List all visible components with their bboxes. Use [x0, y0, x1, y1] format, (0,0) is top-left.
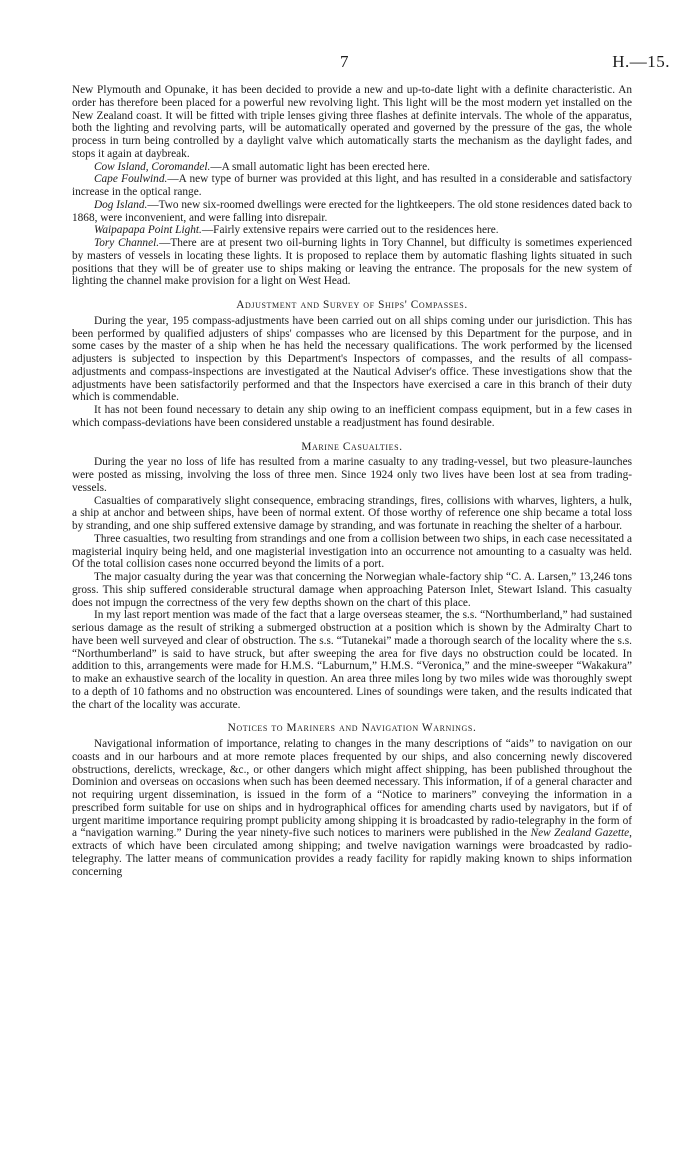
gazette-title: New Zealand Gazette: [530, 827, 630, 840]
cow-island-paragraph: [72, 161, 632, 174]
page-header: [0, 52, 700, 76]
notices-text-a: Navigational information of importance, relating to changes in the many descriptions of “aids” to navigation on our coasts and in our harbours and at more remote places frequented by our ships, and also concerning newly discovered obstructions, derelicts, wreckage, &c., or other dangers which might affect shipping, has been published throughout the Dominion and overseas on occasions when such has been deemed necessary. This information, if of a general character and not requiring urgent dissemination, is issued in the form of a “Notice to mariners” conveying the information in a prescribed form suitable for use on ships and in hydrographical offices for amending charts used by navigators, but if of urgent maritime importance requiring prompt publicity among shipping it is broadcasted by radio-telegraphy in the form of a “navigation warning.” During the year ninety-five such notices to mariners were published in the: [72, 738, 632, 840]
page-number: 7: [340, 52, 349, 71]
dog-island-paragraph: [72, 199, 632, 225]
casualties-paragraph-5: In my last report mention was made of the fact that a large overseas steamer, the s.s. “Northumberland,” had sustained serious damage as the result of striking a submerged obstruction at a position which is shown by the Admiralty Chart to have been well surveyed and clear of obstruction. The s.s. “Tutanekai” made a thorough search of the locality where the s.s. “Northumberland” is said to have struck, but after sweeping the area for five days no obstruction could be located. In addition to this, arrangements were made for H.M.S. “Laburnum,” H.M.S. “Veronica,” and the mine-sweeper “Wakakura” to make an exhaustive search of the locality in question. An area three miles long by two miles wide was thoroughly swept to a depth of 10 fathoms and no obstruction was encountered. Lines of soundings were taken, and the results indicated that the chart of the locality was accurate.: [72, 609, 632, 711]
tory-channel-text: —There are at present two oil-burning lights in Tory Channel, but difficulty is sometimes experienced by masters of vessels in locating these lights. It is proposed to replace them by automatic flashing lights situated in such positions that they will be of greater use to ships making or leaving the entrance. The proposals for the new system of lighting the channel make provision for a light on West Head.: [72, 237, 633, 288]
dog-island-title: Dog Island.: [94, 198, 148, 211]
waipapapa-paragraph: [72, 224, 632, 237]
casualties-paragraph-4: The major casualty during the year was that concerning the Norwegian whale-factory ship “C. A. Larsen,” 13,246 tons gross. This ship suffered considerable structural damage when approaching Paterson Inlet, Stewart Island. This casualty does not impugn the correctness of the very few depths shown on the chart of this place.: [72, 571, 632, 609]
intro-paragraph: New Plymouth and Opunake, it has been decided to provide a new and up-to-date light with a definite characteristic. An order has therefore been placed for a powerful new revolving light. This light will be the most modern yet installed on the New Zealand coast. It will be fitted with triple lenses giving three flashes at definite intervals. The whole of the apparatus, both the lighting and revolving parts, will be automatically operated and governed by the pressure of the gas, the whole process in turn being controlled by a daylight valve which automatically starts the mechanism as the daylight fades, and stops it again at daybreak.: [72, 84, 632, 160]
tory-channel-title: Tory Channel.: [94, 237, 160, 249]
casualties-paragraph-1: During the year no loss of life has resulted from a marine casualty to any trading-vessel, but two pleasure-launches were posted as missing, involving the loss of three men. Since 1924 only two lives have been lost at sea from trading-vessels.: [72, 456, 632, 494]
cow-island-text: —A small automatic light has been erected here.: [210, 160, 430, 173]
cape-foulwind-text: —A new type of burner was provided at this light, and has resulted in a considerable and satisfactory increase in the optical range.: [72, 173, 632, 198]
waipapapa-title: Waipapapa Point Light.: [94, 224, 202, 237]
waipapapa-text: —Fairly extensive repairs were carried out to the residences here.: [201, 224, 499, 237]
casualties-paragraph-3: Three casualties, two resulting from strandings and one from a collision between two ships, in each case necessitated a magisterial inquiry being held, and one magisterial investigation into an occurrence not amounting to a casualty was held. Of the total collision cases none occurred beyond the limits of a port.: [72, 532, 632, 571]
casualties-paragraph-2: Casualties of comparatively slight consequence, embracing strandings, fires, collisions with wharves, lighters, a hulk, a ship at anchor and between ships, have been of normal extent. Of those worthy of reference one ship became a total loss by stranding, and one ship suffered extensive damage by stranding, and was fortunate in reaching the shelter of a harbour.: [72, 494, 632, 532]
cow-island-title: Cow Island, Coromandel.: [94, 160, 211, 173]
section-heading-notices: Notices to Mariners and Navigation Warnings.: [227, 722, 477, 735]
section-heading-compasses: Adjustment and Survey of Ships' Compasses.: [236, 299, 468, 311]
notices-paragraph-1: [72, 738, 632, 878]
compasses-paragraph-1: During the year, 195 compass-adjustments have been carried out on all ships coming under our jurisdiction. This has been performed by qualified adjusters of ships' compasses who are licensed by this Department for the purpose, and in some cases by the master of a ship when he has held the necessary qualifications. The work performed by the licensed adjusters is subjected to inspection by this Department's Inspectors of compasses, and the results of all compass-adjustments and compass-inspections are investigated at the Nautical Adviser's office. These investigations show that the adjustments have been satisfactorily performed and that the Inspectors have exercised a care in this branch of their duty which is commendable.: [72, 314, 632, 404]
page-body: [72, 84, 632, 878]
dog-island-text: —Two new six-roomed dwellings were erected for the lightkeepers. The old stone residences dated back to 1868, were inconvenient, and were falling into disrepair.: [72, 198, 632, 224]
tory-channel-paragraph: [72, 237, 632, 288]
notices-text-b: , extracts of which have been circulated among shipping; and twelve navigation warnings were broadcasted by radio-telegraphy. The latter means of communication provides a ready facility for rapidly making known to ships information concerning: [72, 827, 632, 878]
cape-foulwind-paragraph: [72, 173, 632, 199]
cape-foulwind-title: Cape Foulwind.: [94, 173, 168, 186]
document-code: H.—15.: [612, 52, 670, 71]
compasses-paragraph-2: It has not been found necessary to detain any ship owing to an inefficient compass equipment, but in a few cases in which compass-deviations have been considered unstable a readjustment has found desirable.: [72, 404, 632, 429]
section-heading-casualties: Marine Casualties.: [301, 440, 403, 453]
